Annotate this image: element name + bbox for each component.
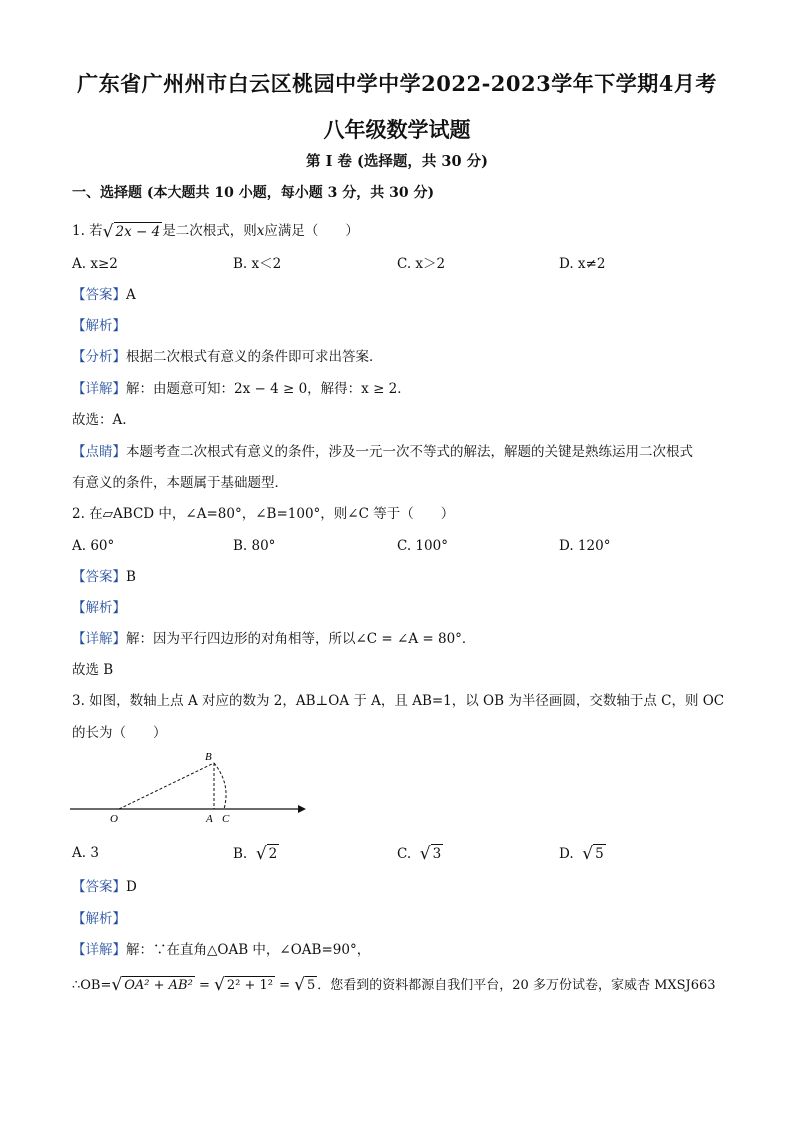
option-prefix: D. [559,846,574,862]
axis-arrow [298,805,306,813]
q1-option-b: B. x＜2 [233,256,282,272]
detail-tag: 【详解】 [72,942,126,958]
q3-option-a [72,844,99,862]
analysis-tag: 【解析】 [72,318,126,334]
formula-lhs: ∴OB= [72,978,112,993]
segment-ob [119,763,214,809]
q2-option-b: B. 80° [233,538,276,554]
q1-stem-end: 应满足（ ） [264,223,359,239]
comment-tag: 【点睛】 [72,444,126,460]
q3-analysis [72,910,126,928]
q1-stem-prefix: 1. 若 [72,223,103,239]
option-radicand: 3 [432,846,442,862]
q3-answer [72,878,137,896]
q1-detail-text: 解：由题意可知：2x − 4 ≥ 0，解得：x ≥ 2． [126,381,411,397]
q1-stem [72,222,359,241]
q2-detail [72,630,475,648]
q1-stem-var: x [256,223,265,239]
q2-option-c: C. 100° [397,538,448,554]
exam-subtitle: 八年级数学试题 [323,117,471,142]
q1-detail [72,380,411,398]
analysis-tag: 【解析】 [72,911,126,927]
number-line-diagram [66,748,306,828]
q2-stem: 2. 在▱ABCD 中，∠A=80°，∠B=100°，则∠C 等于（ ） [72,506,455,522]
q1-answer-value: A [126,287,136,303]
q3-stem: 3. 如图，数轴上点 A 对应的数为 2，AB⊥OA 于 A，且 AB=1，以 OB 为半径画圆，交数轴于点 C，则 OC [72,693,725,709]
q1-conclusion: 故选：A. [72,412,127,428]
label-a: A [206,813,213,825]
q2-detail-text: 解：因为平行四边形的对角相等，所以∠C = ∠A = 80°． [126,631,476,647]
q3-detail-text: 解：∵在直角△OAB 中，∠OAB=90°， [126,942,371,958]
label-o: O [110,813,118,825]
label-b: B [205,751,212,763]
formula-equals-1: = [198,978,210,993]
arc-bc [214,763,226,809]
formula-equals-2: = [279,978,290,993]
q3-formula: ∴OB=√ OA² + AB² = √ 2² + 1² = √ 5 ．您看到的资料都源自我们平台，20 多万份试卷，家威杏 MXSJ663 [72,975,716,995]
q1-comment [72,443,693,461]
q1-option-c: C. x＞2 [397,256,446,272]
q1-comment-text: 本题考查二次根式有意义的条件，涉及一元一次不等式的解法，解题的关键是熟练运用二次根式 [126,444,693,460]
answer-tag: 【答案】 [72,879,126,895]
q2-answer [72,568,136,586]
q1-fenxi [72,348,383,366]
answer-tag: 【答案】 [72,287,126,303]
option-value: 3 [90,845,99,861]
volume-heading: 第 I 卷 (选择题，共 30 分) [306,153,488,170]
q3-detail [72,941,370,959]
option-prefix: C. [397,846,412,862]
q1-radical: √ 2x − 4 [102,222,161,242]
q1-analysis [72,317,126,335]
exam-title: 广东省广州州市白云区桃园中学中学2022-2023学年下学期4月考 [77,71,717,96]
answer-tag: 【答案】 [72,569,126,585]
formula-radicand-1: OA² + AB² [124,978,193,993]
q2-answer-value: B [126,569,136,585]
q1-option-a: A. x≥2 [72,256,118,272]
q3-stem-cont: 的长为（ ） [72,725,167,741]
q3-answer-value: D [126,879,137,895]
q1-radicand: 2x − 4 [115,224,161,240]
detail-tag: 【详解】 [72,381,126,397]
analysis-tag: 【解析】 [72,600,126,616]
q2-option-d: D. 120° [559,538,611,554]
q1-fenxi-text: 根据二次根式有意义的条件即可求出答案． [126,349,383,365]
q3-option-b: B. √ 2 [233,844,278,864]
q2-analysis [72,599,126,617]
label-c: C [222,813,230,825]
option-radicand: 2 [268,846,278,862]
q1-stem-mid: 是二次根式，则 [162,223,257,239]
fenxi-tag: 【分析】 [72,349,126,365]
detail-tag: 【详解】 [72,631,126,647]
q3-option-d: D. √ 5 [559,844,604,864]
section-heading: 一、选择题 (本大题共 10 小题，每小题 3 分，共 30 分) [72,185,435,201]
option-prefix: B. [233,846,248,862]
formula-trailing-text: ．您看到的资料都源自我们平台，20 多万份试卷，家威杏 MXSJ663 [317,978,716,993]
q1-comment-cont: 有意义的条件，本题属于基础题型． [72,475,288,491]
q1-answer [72,286,136,304]
q2-option-a: A. 60° [72,538,115,554]
option-prefix: A. [72,845,87,861]
q1-option-d: D. x≠2 [559,256,606,272]
option-radicand: 5 [595,846,604,862]
formula-radicand-2: 2² + 1² [226,978,273,993]
q3-option-c: C. √ 3 [397,844,442,864]
q2-conclusion: 故选 B [72,662,114,678]
formula-radicand-3: 5 [306,978,316,993]
